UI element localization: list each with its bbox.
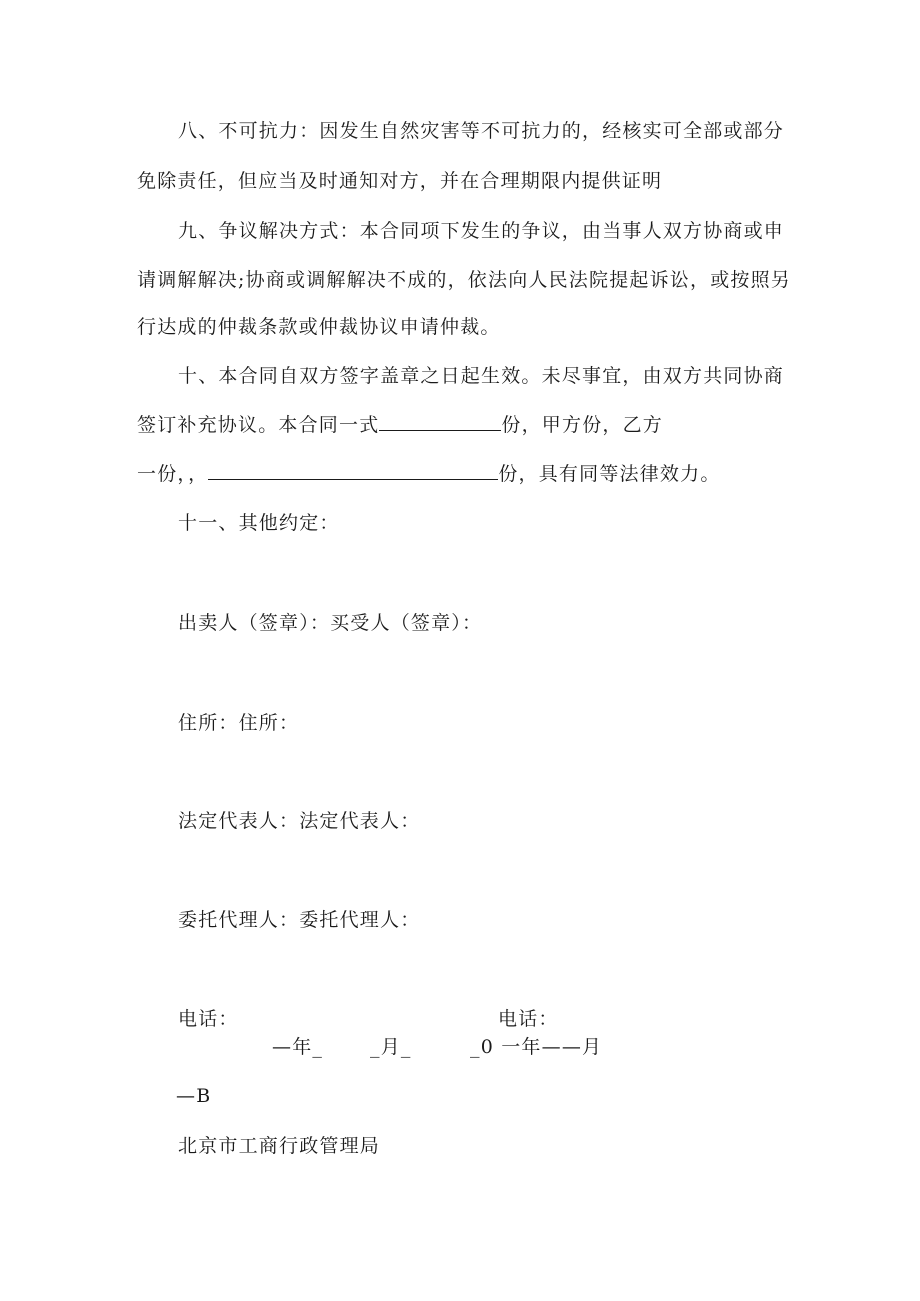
legal-effect-label: 份，具有同等法律效力。 xyxy=(498,463,721,485)
date-year-field: —年_ xyxy=(272,1036,324,1058)
agent-line: 委托代理人：委托代理人： xyxy=(178,909,421,931)
clause-8-line-2: 免除责任，但应当及时通知对方，并在合理期限内提供证明 xyxy=(137,170,663,192)
date-second-field: _0 一年——月 xyxy=(470,1036,603,1058)
copies-count-blank xyxy=(379,412,501,431)
copies-other-blank xyxy=(208,461,498,480)
issuing-authority: 北京市工商行政管理局 xyxy=(178,1135,381,1157)
copies-count-label: 签订补充协议。本合同一式 xyxy=(137,414,380,436)
clause-9-line-1: 九、争议解决方式：本合同项下发生的争议，由当事人双方协商或申 xyxy=(178,220,785,242)
clause-10-line-3 xyxy=(137,461,721,486)
phone-left-label: 电话： xyxy=(178,1008,239,1030)
clause-8-line-1: 八、不可抗力：因发生自然灾害等不可抗力的，经核实可全部或部分 xyxy=(178,120,785,142)
address-line: 住所：住所： xyxy=(178,712,300,734)
phone-right-label: 电话： xyxy=(498,1008,559,1030)
clause-10-line-2 xyxy=(137,412,663,437)
day-mark: —B xyxy=(176,1085,212,1107)
clause-9-line-3: 行达成的仲裁条款或仲裁协议申请仲裁。 xyxy=(137,316,501,338)
clause-11-label: 十一、其他约定： xyxy=(178,512,340,534)
clause-10-line-1: 十、本合同自双方签字盖章之日起生效。未尽事宜，由双方共同协商 xyxy=(178,365,785,387)
copies-party-label: 份，甲方份，乙方 xyxy=(501,414,664,436)
seal-line: 出卖人（签章）：买受人（签章）： xyxy=(178,612,483,634)
date-month-field: _月_ xyxy=(370,1036,412,1058)
clause-9-line-2: 请调解解决;协商或调解解决不成的，依法向人民法院提起诉讼，或按照另 xyxy=(137,269,792,291)
legal-rep-line: 法定代表人：法定代表人： xyxy=(178,810,421,832)
copies-other-label: 一份，， xyxy=(137,463,209,485)
